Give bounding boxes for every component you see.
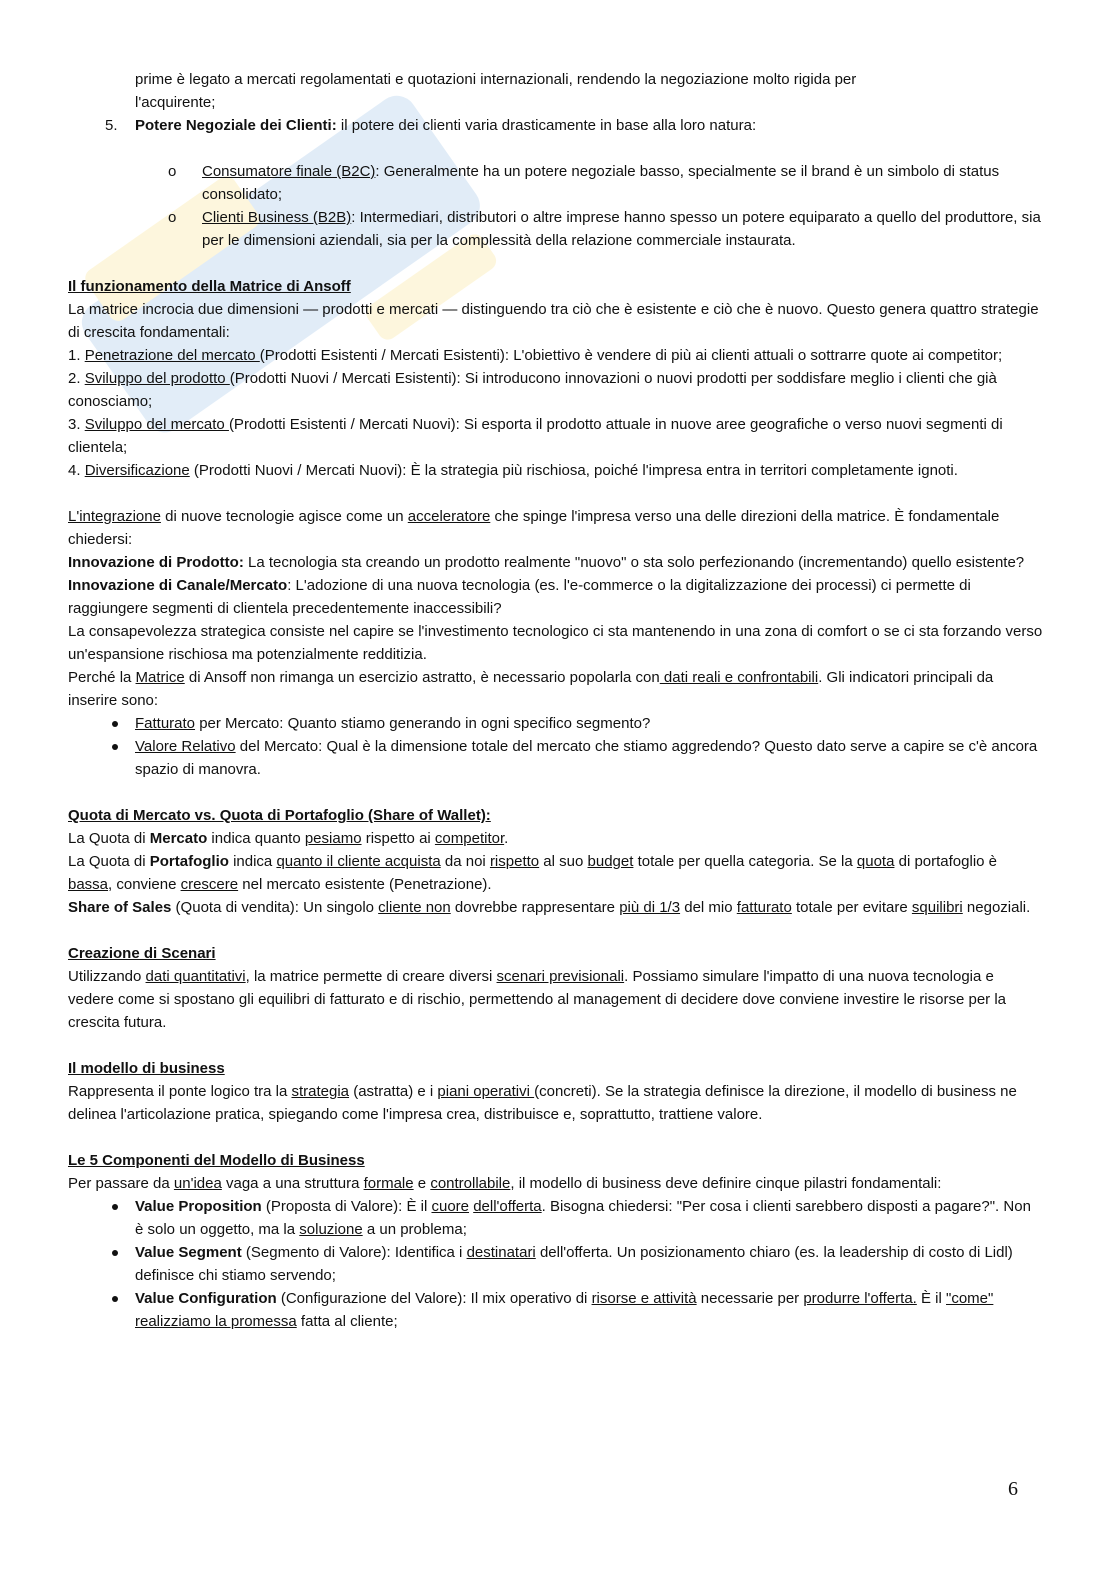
innovation-channel: Innovazione di Canale/Mercato: L'adozione di una nuova tecnologia (es. l'e-commerce o la digitalizzazione dei processi) ci permette di raggiungere segmenti di clientela precedentemente inaccessibili?	[68, 577, 971, 617]
sub-item-b2b: o Clienti Business (B2B): Intermediari, distributori o altre imprese hanno spesso un potere equiparato a quello del produttore, sia per le dimensioni aziendali, sia per la complessità della relazione commerciale instaurata.	[168, 209, 1041, 249]
ansoff-intro: La matrice incrocia due dimensioni — prodotti e mercati — distinguendo tra ciò che è esistente e ciò che è nuovo. Questo genera quattro strategie di crescita fondamentali:	[68, 301, 1039, 341]
heading-modello: Il modello di business	[68, 1060, 225, 1077]
matrix-indicators: Perché la Matrice di Ansoff non rimanga un esercizio astratto, è necessario popolarla con dati reali e confrontabili. Gli indicatori principali da inserire sono:	[68, 669, 994, 709]
ansoff-item-1: 1. Penetrazione del mercato (Prodotti Esistenti / Mercati Esistenti): L'obiettivo è vendere di più ai clienti attuali o sottrarre quote ai competitor;	[68, 347, 1003, 364]
list-item: Value Segment (Segmento di Valore): Identifica i destinatari dell'offerta. Un posizionamento chiaro (es. la leadership di costo di Lidl) definisce chi stiamo servendo;	[68, 1241, 1043, 1287]
indicator-list	[68, 712, 1043, 781]
heading-scenari: Creazione di Scenari	[68, 945, 216, 962]
strategic-awareness: La consapevolezza strategica consiste nel capire se l'investimento tecnologico ci sta mantenendo in una zona di comfort o se ci sta forzando verso un'espansione rischiosa ma potenzialmente redditizia.	[68, 623, 1043, 663]
list-item: Fatturato per Mercato: Quanto stiamo generando in ogni specifico segmento?	[68, 712, 1043, 735]
page-number: 6	[1008, 1478, 1018, 1500]
list-item: Value Proposition (Proposta di Valore): È il cuore dell'offerta. Bisogna chiedersi: "Per cosa i clienti sarebbero disposti a pagare?". Non è solo un oggetto, ma la soluzione a un problema;	[68, 1195, 1043, 1241]
quota-wallet: La Quota di Portafoglio indica quanto il cliente acquista da noi rispetto al suo budget totale per quella categoria. Se la quota di portafoglio è bassa, conviene crescere nel mercato esistente (Penetrazione).	[68, 853, 998, 893]
numbered-item-5: 5. Potere Negoziale dei Clienti: il potere dei clienti varia drasticamente in base alla loro natura:	[105, 117, 757, 134]
integration-paragraph: L'integrazione di nuove tecnologie agisce come un acceleratore che spinge l'impresa verso una delle direzioni della matrice. È fondamentale chiedersi:	[68, 508, 1000, 548]
list-item: Valore Relativo del Mercato: Qual è la dimensione totale del mercato che stiamo aggredendo? Questo dato serve a capire se c'è ancora spazio di manovra.	[68, 735, 1043, 781]
componenti-intro: Per passare da un'idea vaga a una struttura formale e controllabile, il modello di business deve definire cinque pilastri fondamentali:	[68, 1175, 942, 1192]
scenari-paragraph: Utilizzando dati quantitativi, la matrice permette di creare diversi scenari previsionali. Possiamo simulare l'impatto di una nuova tecnologia e vedere come si spostano gli equilibri di fatturato e di rischio, permettendo al management di decidere dove conviene investire le risorse per la crescita futura.	[68, 968, 1007, 1031]
list-item: Value Configuration (Configurazione del Valore): Il mix operativo di risorse e attività necessarie per produrre l'offerta. È il "come" realizziamo la promessa fatta al cliente;	[68, 1287, 1043, 1333]
heading-ansoff: Il funzionamento della Matrice di Ansoff	[68, 278, 351, 295]
continued-paragraph: prime è legato a mercati regolamentati e quotazioni internazionali, rendendo la negoziazione molto rigida per l'acquirente;	[135, 71, 857, 111]
ansoff-item-4: 4. Diversificazione (Prodotti Nuovi / Mercati Nuovi): È la strategia più rischiosa, poiché l'impresa entra in territori completamente ignoti.	[68, 462, 958, 479]
modello-paragraph: Rappresenta il ponte logico tra la strategia (astratta) e i piani operativi (concreti). Se la strategia definisce la direzione, il modello di business ne delinea l'articolazione pratica, spiegando come l'impresa crea, distribuisce e, soprattutto, trattiene valore.	[68, 1083, 1017, 1123]
components-list	[68, 1195, 1043, 1333]
ansoff-item-2: 2. Sviluppo del prodotto (Prodotti Nuovi / Mercati Esistenti): Si introducono innovazioni o nuovi prodotti per soddisfare meglio i clienti che già conosciamo;	[68, 370, 997, 410]
ansoff-item-3: 3. Sviluppo del mercato (Prodotti Esistenti / Mercati Nuovi): Si esporta il prodotto attuale in nuove aree geografiche o verso nuovi segmenti di clientela;	[68, 416, 1003, 456]
innovation-product: Innovazione di Prodotto: La tecnologia sta creando un prodotto realmente "nuovo" o sta solo perfezionando (incrementando) quello esistente?	[68, 554, 1025, 571]
heading-quota: Quota di Mercato vs. Quota di Portafoglio (Share of Wallet):	[68, 807, 491, 824]
quota-market: La Quota di Mercato indica quanto pesiamo rispetto ai competitor.	[68, 830, 509, 847]
document-page	[68, 68, 1043, 1333]
heading-componenti: Le 5 Componenti del Modello di Business	[68, 1152, 365, 1169]
sub-item-b2c: o Consumatore finale (B2C): Generalmente ha un potere negoziale basso, specialmente se il brand è un simbolo di status consolidato;	[168, 163, 1000, 203]
share-of-sales: Share of Sales (Quota di vendita): Un singolo cliente non dovrebbe rappresentare più di 1/3 del mio fatturato totale per evitare squilibri negoziali.	[68, 899, 1031, 916]
